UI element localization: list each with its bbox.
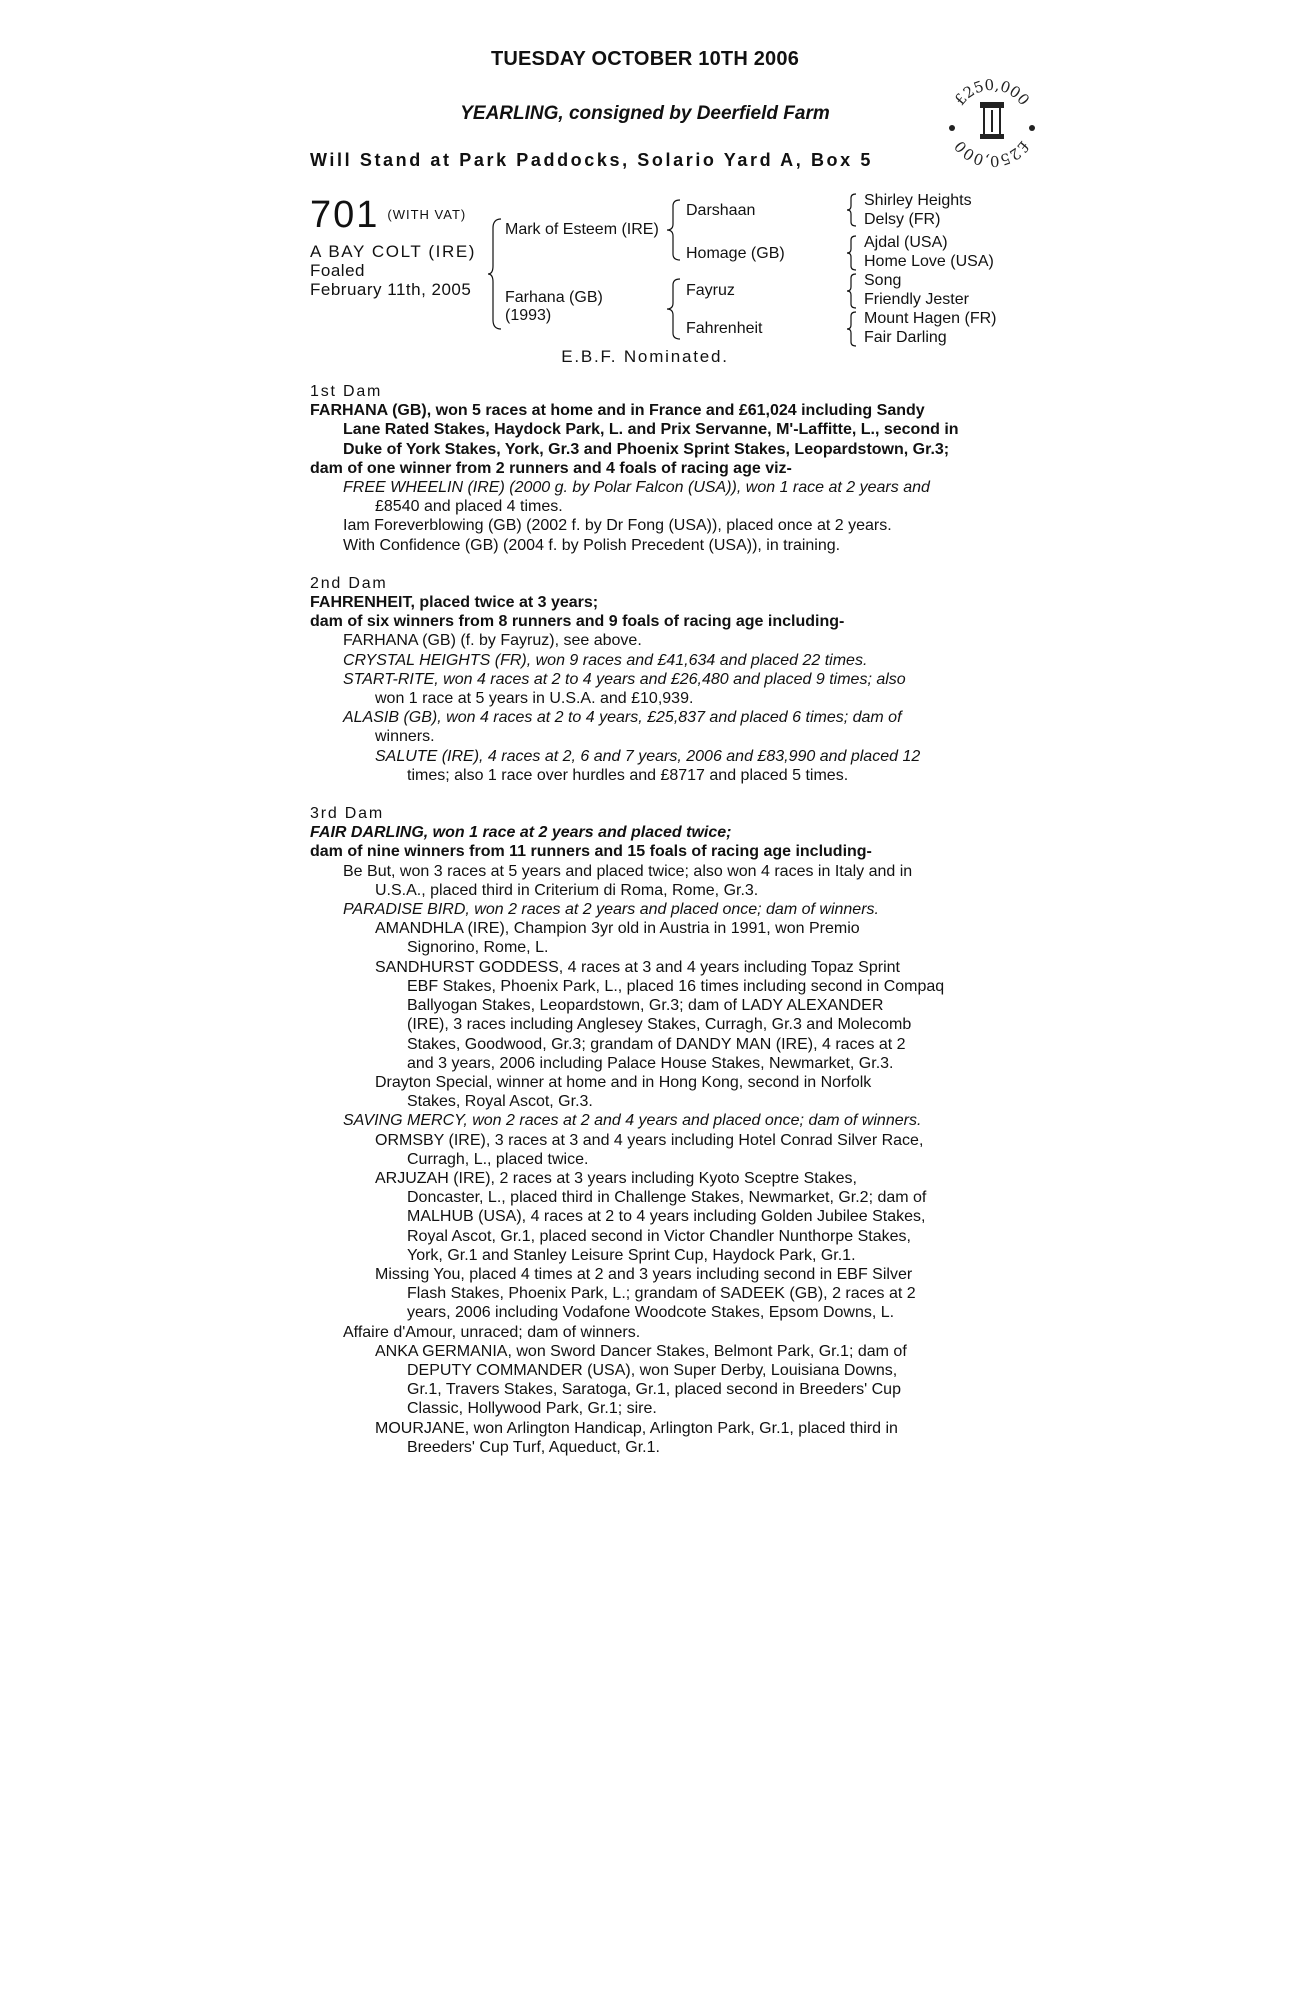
second-dam-produce: START-RITE, won 4 races at 2 to 4 years and £26,480 and placed 9 times; also	[343, 670, 906, 688]
pedigree-dds: Mount Hagen (FR)	[864, 310, 997, 327]
third-dam-produce: DEPUTY COMMANDER (USA), won Super Derby, Louisiana Downs,	[407, 1361, 898, 1379]
third-dam-heading: 3rd Dam	[310, 805, 384, 823]
second-dam-produce: ALASIB (GB), won 4 races at 2 to 4 years, £25,837 and placed 6 times; dam of	[343, 709, 902, 727]
pedigree-brace-main	[488, 218, 502, 330]
second-dam-line: FAHRENHEIT, placed twice at 3 years;	[310, 594, 599, 612]
third-dam-produce: Drayton Special, winner at home and in Hong Kong, second in Norfolk	[375, 1073, 872, 1091]
first-dam-produce: With Confidence (GB) (2004 f. by Polish Precedent (USA)), in training.	[343, 536, 841, 554]
horse-details	[310, 242, 476, 299]
svg-text:£250,000: £250,000	[950, 75, 1034, 109]
first-dam-heading: 1st Dam	[310, 383, 383, 400]
third-dam-produce: Ballyogan Stakes, Leopardstown, Gr.3; dam of LADY ALEXANDER	[407, 997, 884, 1015]
pedigree-dsd: Friendly Jester	[864, 291, 969, 308]
third-dam-produce: PARADISE BIRD, won 2 races at 2 years and placed once; dam of winners.	[343, 901, 879, 919]
third-dam-produce: ANKA GERMANIA, won Sword Dancer Stakes, Belmont Park, Gr.1; dam of	[375, 1342, 907, 1360]
first-dam-line: Duke of York Stakes, York, Gr.3 and Phoenix Sprint Stakes, Leopardstown, Gr.3;	[343, 440, 950, 458]
third-dam-produce: Missing You, placed 4 times at 2 and 3 years including second in EBF Silver	[375, 1265, 913, 1283]
svg-text:£250,000: £250,000	[950, 137, 1034, 171]
first-dam-produce: Iam Foreverblowing (GB) (2002 f. by Dr Fong (USA)), placed once at 2 years.	[343, 517, 892, 535]
third-dam-produce: SAVING MERCY, won 2 races at 2 and 4 years and placed once; dam of winners.	[343, 1112, 922, 1130]
horse-name: A BAY COLT (IRE)	[310, 242, 477, 261]
pedigree-sire-dam: Homage (GB)	[686, 245, 785, 262]
third-dam-produce: Curragh, L., placed twice.	[407, 1150, 589, 1168]
third-dam-produce: Doncaster, L., placed third in Challenge Stakes, Newmarket, Gr.2; dam of	[407, 1189, 927, 1207]
second-dam-produce: winners.	[375, 728, 435, 746]
third-dam-produce: SANDHURST GODDESS, 4 races at 3 and 4 years including Topaz Sprint	[375, 958, 900, 976]
consignor-line: YEARLING, consigned by Deerfield Farm	[460, 103, 830, 124]
pedigree-notes	[310, 382, 982, 1457]
pedigree-sdd: Home Love (USA)	[864, 253, 994, 270]
third-dam-produce: and 3 years, 2006 including Palace House Stakes, Newmarket, Gr.3.	[407, 1054, 894, 1072]
third-dam-produce: Gr.1, Travers Stakes, Saratoga, Gr.1, placed second in Breeders' Cup	[407, 1381, 901, 1399]
pedigree-ssd: Delsy (FR)	[864, 211, 941, 228]
second-dam-produce: SALUTE (IRE), 4 races at 2, 6 and 7 years, 2006 and £83,990 and placed 12	[375, 747, 921, 765]
second-dam-produce: won 1 race at 5 years in U.S.A. and £10,939.	[375, 690, 694, 708]
third-dam-produce: York, Gr.1 and Stanley Leisure Sprint Cup, Haydock Park, Gr.1.	[407, 1246, 856, 1264]
pedigree-dam-sire: Fayruz	[686, 282, 735, 299]
pedigree-brace-dd	[847, 311, 857, 347]
third-dam-produce: Stakes, Royal Ascot, Gr.3.	[407, 1093, 593, 1111]
pedigree-dam-dam: Fahrenheit	[686, 320, 763, 337]
pedigree-sds: Ajdal (USA)	[864, 234, 948, 251]
third-dam-produce: Classic, Hollywood Park, Gr.1; sire.	[407, 1400, 657, 1418]
third-dam-produce: MALHUB (USA), 4 races at 2 to 4 years including Golden Jubilee Stakes,	[407, 1208, 926, 1226]
foaled-label: Foaled	[310, 261, 365, 280]
third-dam-produce: MOURJANE, won Arlington Handicap, Arlington Park, Gr.1, placed third in	[375, 1419, 898, 1437]
first-dam-produce: FREE WHEELIN (IRE) (2000 g. by Polar Falcon (USA)), won 1 race at 2 years and	[343, 479, 930, 497]
vat-note: (WITH VAT)	[387, 207, 467, 222]
third-dam-produce: ARJUZAH (IRE), 2 races at 3 years including Kyoto Sceptre Stakes,	[375, 1169, 857, 1187]
pedigree-brace-dam	[667, 278, 681, 340]
pedigree-brace-ss	[847, 193, 857, 227]
third-dam-produce: AMANDHLA (IRE), Champion 3yr old in Austria in 1991, won Premio	[375, 920, 860, 938]
foaled-date: February 11th, 2005	[310, 280, 472, 299]
pedigree-sss: Shirley Heights	[864, 192, 972, 209]
third-dam-line: FAIR DARLING, won 1 race at 2 years and placed twice;	[310, 824, 732, 842]
first-dam-produce: £8540 and placed 4 times.	[375, 498, 563, 516]
second-dam-heading: 2nd Dam	[310, 574, 388, 592]
pedigree-dam-year: (1993)	[505, 307, 552, 324]
lot-number: 701 $^{(WITH VAT)}$	[310, 194, 467, 236]
third-dam-produce: Signorino, Rome, L.	[407, 939, 549, 957]
third-dam-produce: Stakes, Goodwood, Gr.3; grandam of DANDY MAN (IRE), 4 races at 2	[407, 1035, 906, 1053]
second-dam-produce: times; also 1 race over hurdles and £8717 and placed 5 times.	[407, 766, 849, 784]
third-dam-produce: Affaire d'Amour, unraced; dam of winners.	[343, 1323, 641, 1341]
pedigree-dam: Farhana (GB)	[505, 289, 603, 306]
third-dam-produce: years, 2006 including Vodafone Woodcote Stakes, Epsom Downs, L.	[407, 1304, 895, 1322]
third-dam-produce: ORMSBY (IRE), 3 races at 3 and 4 years including Hotel Conrad Silver Race,	[375, 1131, 924, 1149]
pedigree-ddd: Fair Darling	[864, 329, 947, 346]
pedigree-sire-sire: Darshaan	[686, 202, 756, 219]
second-dam-produce: CRYSTAL HEIGHTS (FR), won 9 races and £41,634 and placed 22 times.	[343, 651, 868, 669]
third-dam-produce: EBF Stakes, Phoenix Park, L., placed 16 times including second in Compaq	[407, 977, 945, 995]
stand-location: Will Stand at Park Paddocks, Solario Yard A, Box 5	[310, 150, 873, 170]
first-dam-line: Lane Rated Stakes, Haydock Park, L. and Prix Servanne, M'-Laffitte, L., second in	[343, 421, 959, 439]
third-dam-produce: Flash Stakes, Phoenix Park, L.; grandam of SADEEK (GB), 2 races at 2	[407, 1285, 916, 1303]
second-dam-line: dam of six winners from 8 runners and 9 foals of racing age including-	[310, 613, 845, 631]
first-dam-line: FARHANA (GB), won 5 races at home and in France and £61,024 including Sandy	[310, 402, 925, 420]
sale-date: TUESDAY OCTOBER 10TH 2006	[490, 48, 800, 70]
third-dam-line: dam of nine winners from 11 runners and 15 foals of racing age including-	[310, 843, 872, 861]
reserve-seal-logo	[942, 72, 1042, 172]
ebf-nomination: E.B.F. Nominated.	[561, 347, 729, 366]
pedigree-dss: Song	[864, 272, 902, 289]
third-dam-produce: U.S.A., placed third in Criterium di Roma, Rome, Gr.3.	[375, 881, 759, 899]
third-dam-produce: Be But, won 3 races at 5 years and placed twice; also won 4 races in Italy and in	[343, 862, 913, 880]
third-dam-produce: Breeders' Cup Turf, Aqueduct, Gr.1.	[407, 1438, 660, 1456]
third-dam-produce: (IRE), 3 races including Anglesey Stakes, Curragh, Gr.3 and Molecomb	[407, 1016, 912, 1034]
pedigree-brace-sd	[847, 235, 857, 271]
first-dam-produce-summary: dam of one winner from 2 runners and 4 foals of racing age viz-	[310, 459, 792, 477]
pedigree-sire: Mark of Esteem (IRE)	[505, 221, 659, 238]
pedigree-brace-ds	[847, 273, 857, 309]
pedigree-brace-sire	[667, 199, 681, 261]
second-dam-produce: FARHANA (GB) (f. by Fayruz), see above.	[343, 632, 642, 650]
third-dam-produce: Royal Ascot, Gr.1, placed second in Victor Chandler Nunthorpe Stakes,	[407, 1227, 911, 1245]
